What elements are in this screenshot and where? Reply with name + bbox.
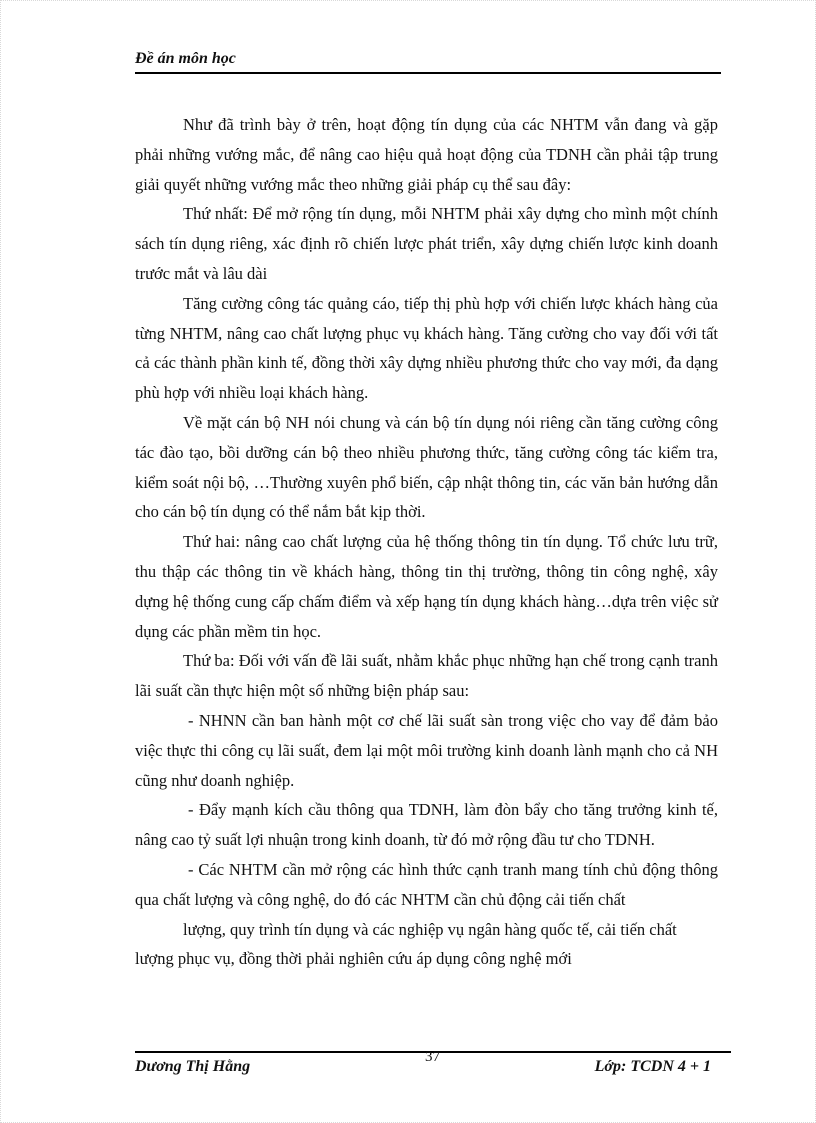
bullet-demand-stimulus: - Đẩy mạnh kích cầu thông qua TDNH, làm đòn bẩy cho tăng trưởng kinh tế, nâng cao tỷ suất lợi nhuận trong kinh doanh, từ đó mở rộng đầu tư cho TDNH. xyxy=(135,800,718,850)
document-body xyxy=(135,110,718,974)
paragraph-staff-training: Về mặt cán bộ NH nói chung và cán bộ tín dụng nói riêng cần tăng cường công tác đào tạo, bồi dưỡng cán bộ theo nhiều phương thức, tăng cường công tác kiểm tra, kiểm soát nội bộ, …Thường xuyên phổ biến, cập nhật thông tin, các văn bản hướng dẫn cho cán bộ tín dụng có thể nắm bắt kịp thời. xyxy=(135,412,718,522)
bullet-floor-rate: - NHNN cần ban hành một cơ chế lãi suất sàn trong việc cho vay để đảm bảo việc thực thi công cụ lãi suất, đem lại một môi trường kinh doanh lành mạnh cho cả NH cũng như doanh nghiệp. xyxy=(135,710,718,790)
paragraph-first-solution: Thứ nhất: Để mở rộng tín dụng, mỗi NHTM phải xây dựng cho mình một chính sách tín dụng riêng, xác định rõ chiến lược phát triển, xây dựng chiến lược kinh doanh trước mắt và lâu dài xyxy=(135,204,718,283)
header-title: Đề án môn học xyxy=(135,50,236,67)
bullet-competition-continued: lượng, quy trình tín dụng và các nghiệp vụ ngân hàng quốc tế, cải tiến chất xyxy=(183,919,677,939)
paragraph-second-solution: Thứ hai: nâng cao chất lượng của hệ thống thông tin tín dụng. Tổ chức lưu trữ, thu thập các thông tin về khách hàng, thông tin thị trường, thông tin công nghệ, xây dựng hệ thống cung cấp chấm điểm và xếp hạng tín dụng khách hàng…dựa trên việc sử dụng các phần mềm tin học. xyxy=(135,532,718,641)
footer-class-label: Lớp: TCDN 4 + 1 xyxy=(594,1058,711,1075)
footer-author: Dương Thị Hằng xyxy=(135,1058,251,1075)
bullet-competition-final: lượng phục vụ, đồng thời phải nghiên cứu áp dụng công nghệ mới xyxy=(135,949,572,969)
bullet-competition: - Các NHTM cần mở rộng các hình thức cạnh tranh mang tính chủ động thông qua chất lượng và công nghệ, do đó các NHTM cần chủ động cải tiến chất xyxy=(135,859,718,909)
page-header xyxy=(135,46,721,74)
paragraph-third-solution: Thứ ba: Đối với vấn đề lãi suất, nhằm khắc phục những hạn chế trong cạnh tranh lãi suất cần thực hiện một số những biện pháp sau: xyxy=(135,651,718,701)
paragraph-intro: Như đã trình bày ở trên, hoạt động tín dụng của các NHTM vẫn đang và gặp phải những vướng mắc, để nâng cao hiệu quả hoạt động của TDNH cần phải tập trung giải quyết những vướng mắc theo những giải pháp cụ thể sau đây: xyxy=(135,115,718,194)
paragraph-marketing: Tăng cường công tác quảng cáo, tiếp thị phù hợp với chiến lược khách hàng của từng NHTM, nâng cao chất lượng phục vụ khách hàng. Tăng cường cho vay đối với tất cả các thành phần kinh tế, đồng thời xây dựng nhiều phương thức cho vay mới, đa dạng phù hợp với nhiều loại khách hàng. xyxy=(135,293,718,403)
page-number: 37 xyxy=(425,1049,440,1065)
page-footer xyxy=(135,1051,731,1083)
